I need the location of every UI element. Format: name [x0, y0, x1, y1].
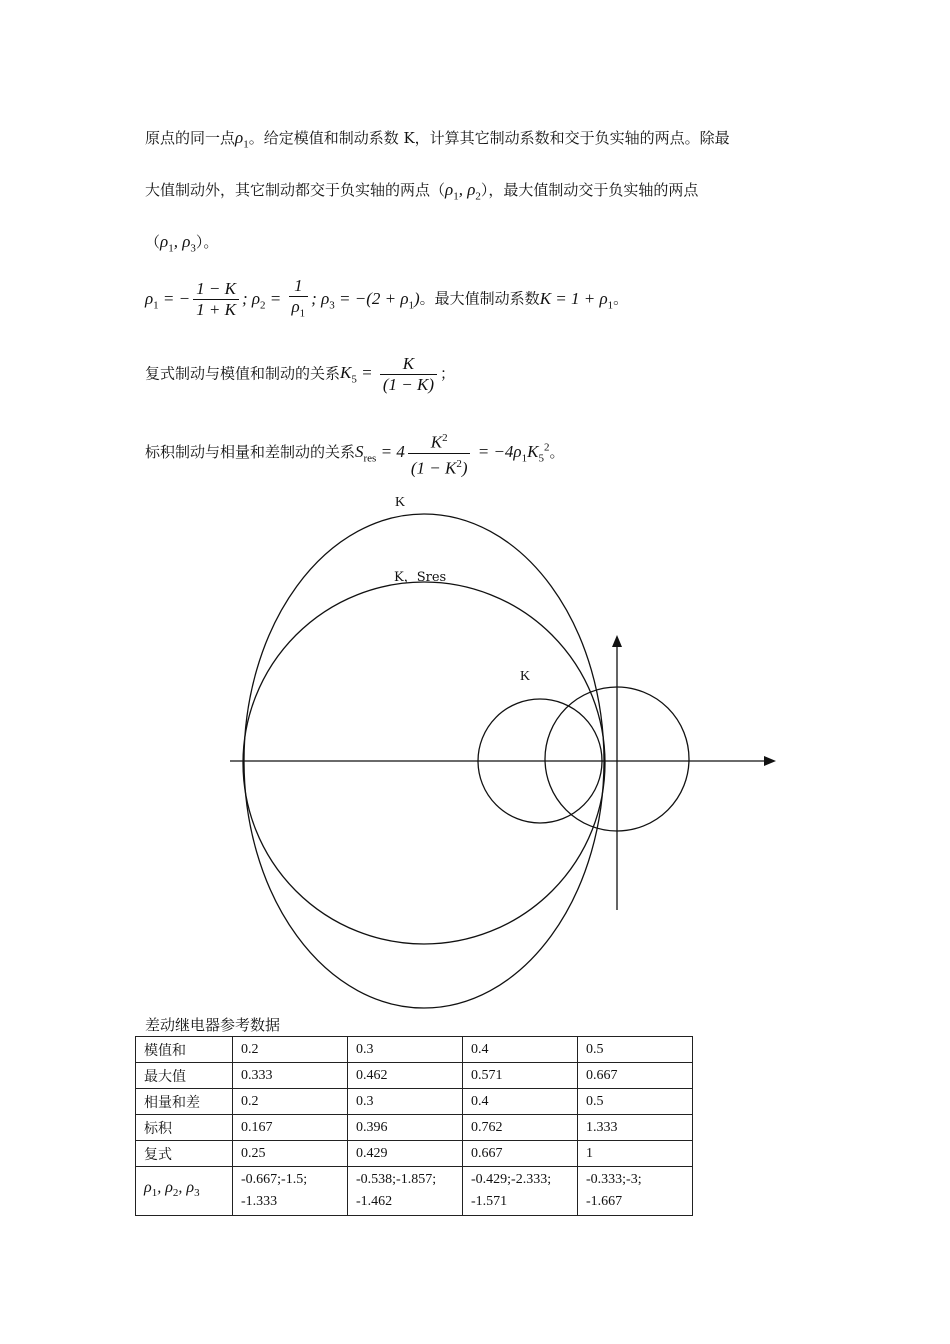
table-cell: 0.667 [463, 1141, 578, 1167]
row-label: 模值和 [136, 1037, 233, 1063]
rho1-rho3-symbol: $\rho_1$, $\rho_3$ [160, 232, 196, 255]
table-cell: 0.4 [463, 1089, 578, 1115]
formula-sres-tail: 。 [549, 443, 565, 462]
paragraph-1-tail: 。给定模值和制动系数 K，计算其它制动系数和交于负实轴的两点。除最 [248, 129, 730, 147]
row-label: 标积 [136, 1115, 233, 1141]
formula-k5-lead: 复式制动与模值和制动的关系 [145, 364, 341, 383]
table-cell: -0.667;-1.5; -1.333 [233, 1167, 348, 1216]
paragraph-3-lead: （ [145, 233, 161, 251]
table-cell: 0.396 [348, 1115, 463, 1141]
table-cell: 0.462 [348, 1063, 463, 1089]
real-axis-arrow-icon [764, 756, 776, 766]
table-cell: 0.5 [578, 1037, 693, 1063]
formula-sres-expr: $S_{res} = 4$ $\frac{K^2}{(1 - K^2)}$ = $-4\rho_1K_5^2$ [355, 442, 549, 461]
paragraph-2-tail: ），最大值制动交于负实轴的两点 [480, 181, 699, 199]
circle-diagram [0, 480, 950, 1020]
formula-k5-expr: $K_5$ = $\frac{K}{(1 - K)}$ [340, 363, 440, 382]
formula-rho-tail: 。最大值制动系数 [419, 289, 540, 308]
table-caption: 差动继电器参考数据 [145, 1016, 281, 1034]
table-cell: -0.333;-3; -1.667 [578, 1167, 693, 1216]
table-cell: 0.25 [233, 1141, 348, 1167]
reference-data-table [135, 1036, 693, 1216]
table-row [136, 1037, 693, 1063]
table-cell: 1.333 [578, 1115, 693, 1141]
paragraph-1 [145, 128, 730, 154]
table-cell: -0.538;-1.857; -1.462 [348, 1167, 463, 1216]
paragraph-1-lead: 原点的同一点 [145, 129, 236, 147]
table-cell: -0.429;-2.333; -1.571 [463, 1167, 578, 1216]
k-sres-circle [243, 582, 605, 944]
table-cell: 0.2 [233, 1089, 348, 1115]
row-label: 复式 [136, 1141, 233, 1167]
rho-row-label: $\rho_1$, $\rho_2$, $\rho_3$ [136, 1167, 233, 1216]
formula-sres-lead: 标积制动与相量和差制动的关系 [145, 443, 356, 462]
row-label: 最大值 [136, 1063, 233, 1089]
formula-kmax: $K = 1 + \rho_1$ [539, 288, 614, 311]
formula-rho: $\rho_1$ = − $\frac{1 - K}{1 + K}$ ; $\rho_2$ = $\frac{1}{\rho_1}$ ; $\rho_3 = -(2 + \rho_1)$。最大值制动系数$K = 1 + \rho_1$。 [145, 276, 629, 320]
table-row [136, 1063, 693, 1089]
table-body [136, 1037, 693, 1216]
formula-sres [145, 428, 564, 478]
row-label: 相量和差 [136, 1089, 233, 1115]
formula-k5-tail: ； [439, 364, 455, 383]
table-cell: 1 [578, 1141, 693, 1167]
paragraph-3-tail: ）。 [195, 233, 219, 251]
table-cell: 0.4 [463, 1037, 578, 1063]
table-cell: 0.429 [348, 1141, 463, 1167]
table-cell: 0.3 [348, 1089, 463, 1115]
table-cell: 0.667 [578, 1063, 693, 1089]
table-cell: 0.571 [463, 1063, 578, 1089]
table-cell: 0.167 [233, 1115, 348, 1141]
table-row-rho [136, 1167, 693, 1216]
table-cell: 0.2 [233, 1037, 348, 1063]
table-cell: 0.762 [463, 1115, 578, 1141]
table-row [136, 1141, 693, 1167]
table-cell: 0.3 [348, 1037, 463, 1063]
rho1-symbol: $\rho_1$ [235, 128, 249, 151]
outer-k-label: K [395, 495, 406, 510]
table-row [136, 1115, 693, 1141]
formula-rho1: $\rho_1$ = − $\frac{1 - K}{1 + K}$ ; $\rho_2$ = $\frac{1}{\rho_1}$ ; $\rho_3 = -(2 + \rho_1)$ [145, 276, 420, 320]
paragraph-2-lead: 大值制动外，其它制动都交于负实轴的两点（ [145, 181, 446, 199]
table-cell: 0.333 [233, 1063, 348, 1089]
imaginary-axis-arrow-icon [612, 635, 622, 647]
paragraph-3 [145, 232, 218, 258]
rho1-rho2-symbol: $\rho_1$, $\rho_2$ [445, 180, 481, 203]
small-k-label: K [520, 669, 531, 684]
formula-k5 [145, 354, 455, 395]
paragraph-2 [145, 180, 698, 206]
table-row [136, 1089, 693, 1115]
table-cell: 0.5 [578, 1089, 693, 1115]
k-sres-label: K，Sres [394, 570, 447, 585]
